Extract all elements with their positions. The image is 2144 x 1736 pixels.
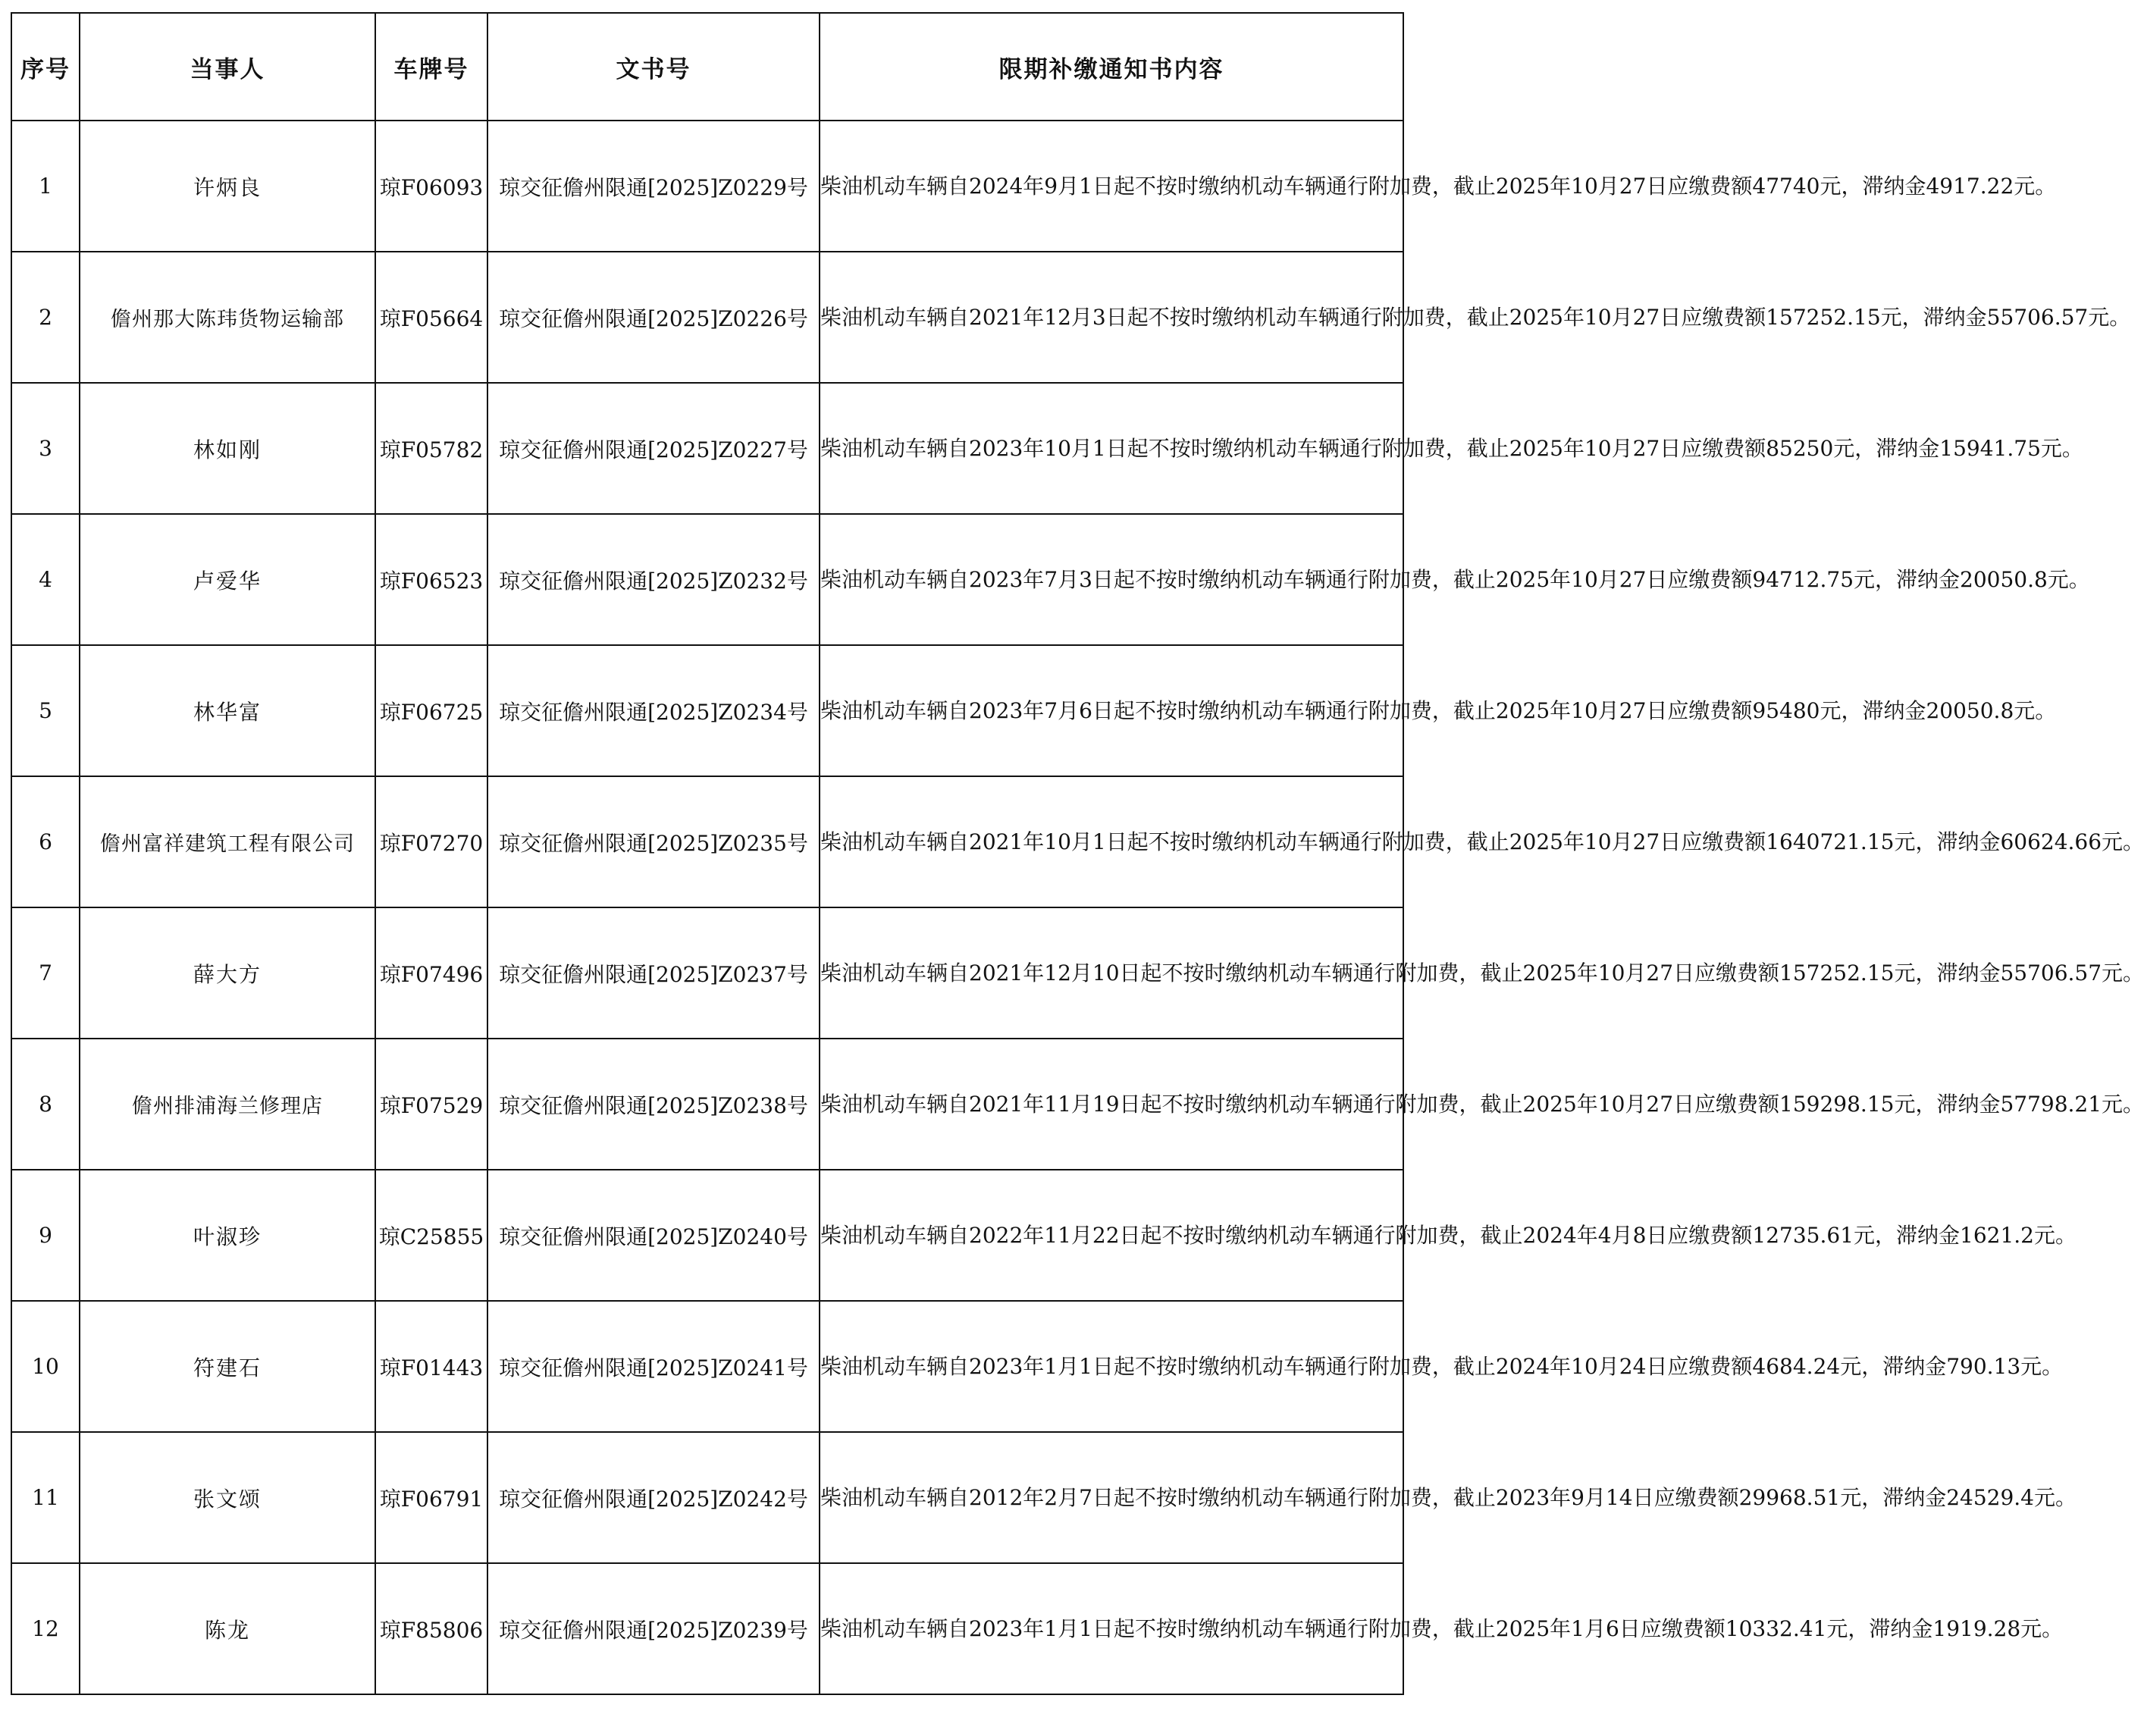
cell-notice-content: 柴油机动车辆自2021年10月1日起不按时缴纳机动车辆通行附加费，截止2025年10月27日应缴费额1640721.15元，滞纳金60624.66元。: [820, 776, 1403, 907]
table-row: [11, 514, 1403, 645]
table-row: [11, 121, 1403, 252]
cell-plate: 琼F06725: [375, 645, 487, 776]
cell-doc-number: 琼交征儋州限通[2025]Z0229号: [487, 121, 820, 252]
cell-notice-content: 柴油机动车辆自2023年7月3日起不按时缴纳机动车辆通行附加费，截止2025年10月27日应缴费额94712.75元，滞纳金20050.8元。: [820, 514, 1403, 645]
cell-party: 许炳良: [80, 121, 375, 252]
cell-plate: 琼F07270: [375, 776, 487, 907]
cell-notice-content: 柴油机动车辆自2021年11月19日起不按时缴纳机动车辆通行附加费，截止2025年10月27日应缴费额159298.15元，滞纳金57798.21元。: [820, 1039, 1403, 1170]
cell-seq: 8: [11, 1039, 80, 1170]
table-row: [11, 1170, 1403, 1301]
cell-seq: 5: [11, 645, 80, 776]
cell-party: 儋州排浦海兰修理店: [80, 1039, 375, 1170]
cell-seq: 12: [11, 1563, 80, 1694]
cell-party: 薛大方: [80, 907, 375, 1039]
cell-party: 张文颂: [80, 1432, 375, 1563]
cell-seq: 4: [11, 514, 80, 645]
column-header-plate: 车牌号: [375, 13, 487, 121]
table-row: [11, 907, 1403, 1039]
cell-doc-number: 琼交征儋州限通[2025]Z0232号: [487, 514, 820, 645]
notice-sheet: [11, 12, 2144, 1695]
cell-party: 林华富: [80, 645, 375, 776]
cell-notice-content: 柴油机动车辆自2012年2月7日起不按时缴纳机动车辆通行附加费，截止2023年9月14日应缴费额29968.51元，滞纳金24529.4元。: [820, 1432, 1403, 1563]
cell-doc-number: 琼交征儋州限通[2025]Z0234号: [487, 645, 820, 776]
cell-doc-number: 琼交征儋州限通[2025]Z0240号: [487, 1170, 820, 1301]
cell-notice-content: 柴油机动车辆自2024年9月1日起不按时缴纳机动车辆通行附加费，截止2025年10月27日应缴费额47740元，滞纳金4917.22元。: [820, 121, 1403, 252]
cell-doc-number: 琼交征儋州限通[2025]Z0237号: [487, 907, 820, 1039]
cell-notice-content: 柴油机动车辆自2022年11月22日起不按时缴纳机动车辆通行附加费，截止2024年4月8日应缴费额12735.61元，滞纳金1621.2元。: [820, 1170, 1403, 1301]
cell-party: 叶淑珍: [80, 1170, 375, 1301]
cell-party: 符建石: [80, 1301, 375, 1432]
table-row: [11, 383, 1403, 514]
column-header-content: 限期补缴通知书内容: [820, 13, 1403, 121]
cell-doc-number: 琼交征儋州限通[2025]Z0226号: [487, 252, 820, 383]
cell-party: 陈龙: [80, 1563, 375, 1694]
cell-seq: 6: [11, 776, 80, 907]
cell-plate: 琼F07529: [375, 1039, 487, 1170]
cell-party: 林如刚: [80, 383, 375, 514]
cell-notice-content: 柴油机动车辆自2023年1月1日起不按时缴纳机动车辆通行附加费，截止2025年1月6日应缴费额10332.41元，滞纳金1919.28元。: [820, 1563, 1403, 1694]
table-row: [11, 1563, 1403, 1694]
table-row: [11, 1039, 1403, 1170]
cell-party: 儋州富祥建筑工程有限公司: [80, 776, 375, 907]
cell-notice-content: 柴油机动车辆自2023年7月6日起不按时缴纳机动车辆通行附加费，截止2025年10月27日应缴费额95480元，滞纳金20050.8元。: [820, 645, 1403, 776]
table-row: [11, 776, 1403, 907]
payment-notice-table: [11, 12, 2144, 1695]
cell-plate: 琼F85806: [375, 1563, 487, 1694]
cell-seq: 7: [11, 907, 80, 1039]
column-header-seq: 序号: [11, 13, 80, 121]
cell-seq: 2: [11, 252, 80, 383]
cell-plate: 琼F07496: [375, 907, 487, 1039]
header-row: [11, 13, 1403, 121]
cell-seq: 10: [11, 1301, 80, 1432]
cell-doc-number: 琼交征儋州限通[2025]Z0241号: [487, 1301, 820, 1432]
table-row: [11, 252, 1403, 383]
cell-plate: 琼F06523: [375, 514, 487, 645]
cell-doc-number: 琼交征儋州限通[2025]Z0242号: [487, 1432, 820, 1563]
cell-party: 儋州那大陈玮货物运输部: [80, 252, 375, 383]
cell-doc-number: 琼交征儋州限通[2025]Z0238号: [487, 1039, 820, 1170]
cell-doc-number: 琼交征儋州限通[2025]Z0239号: [487, 1563, 820, 1694]
cell-seq: 3: [11, 383, 80, 514]
column-header-doc: 文书号: [487, 13, 820, 121]
cell-seq: 9: [11, 1170, 80, 1301]
table-row: [11, 1432, 1403, 1563]
cell-seq: 11: [11, 1432, 80, 1563]
cell-seq: 1: [11, 121, 80, 252]
cell-plate: 琼C25855: [375, 1170, 487, 1301]
cell-doc-number: 琼交征儋州限通[2025]Z0227号: [487, 383, 820, 514]
cell-notice-content: 柴油机动车辆自2021年12月10日起不按时缴纳机动车辆通行附加费，截止2025年10月27日应缴费额157252.15元，滞纳金55706.57元。: [820, 907, 1403, 1039]
cell-doc-number: 琼交征儋州限通[2025]Z0235号: [487, 776, 820, 907]
cell-plate: 琼F05664: [375, 252, 487, 383]
cell-notice-content: 柴油机动车辆自2021年12月3日起不按时缴纳机动车辆通行附加费，截止2025年10月27日应缴费额157252.15元，滞纳金55706.57元。: [820, 252, 1403, 383]
cell-notice-content: 柴油机动车辆自2023年1月1日起不按时缴纳机动车辆通行附加费，截止2024年10月24日应缴费额4684.24元，滞纳金790.13元。: [820, 1301, 1403, 1432]
cell-plate: 琼F01443: [375, 1301, 487, 1432]
cell-plate: 琼F06093: [375, 121, 487, 252]
cell-party: 卢爱华: [80, 514, 375, 645]
table-row: [11, 645, 1403, 776]
column-header-party: 当事人: [80, 13, 375, 121]
table-row: [11, 1301, 1403, 1432]
cell-plate: 琼F06791: [375, 1432, 487, 1563]
cell-notice-content: 柴油机动车辆自2023年10月1日起不按时缴纳机动车辆通行附加费，截止2025年10月27日应缴费额85250元，滞纳金15941.75元。: [820, 383, 1403, 514]
cell-plate: 琼F05782: [375, 383, 487, 514]
